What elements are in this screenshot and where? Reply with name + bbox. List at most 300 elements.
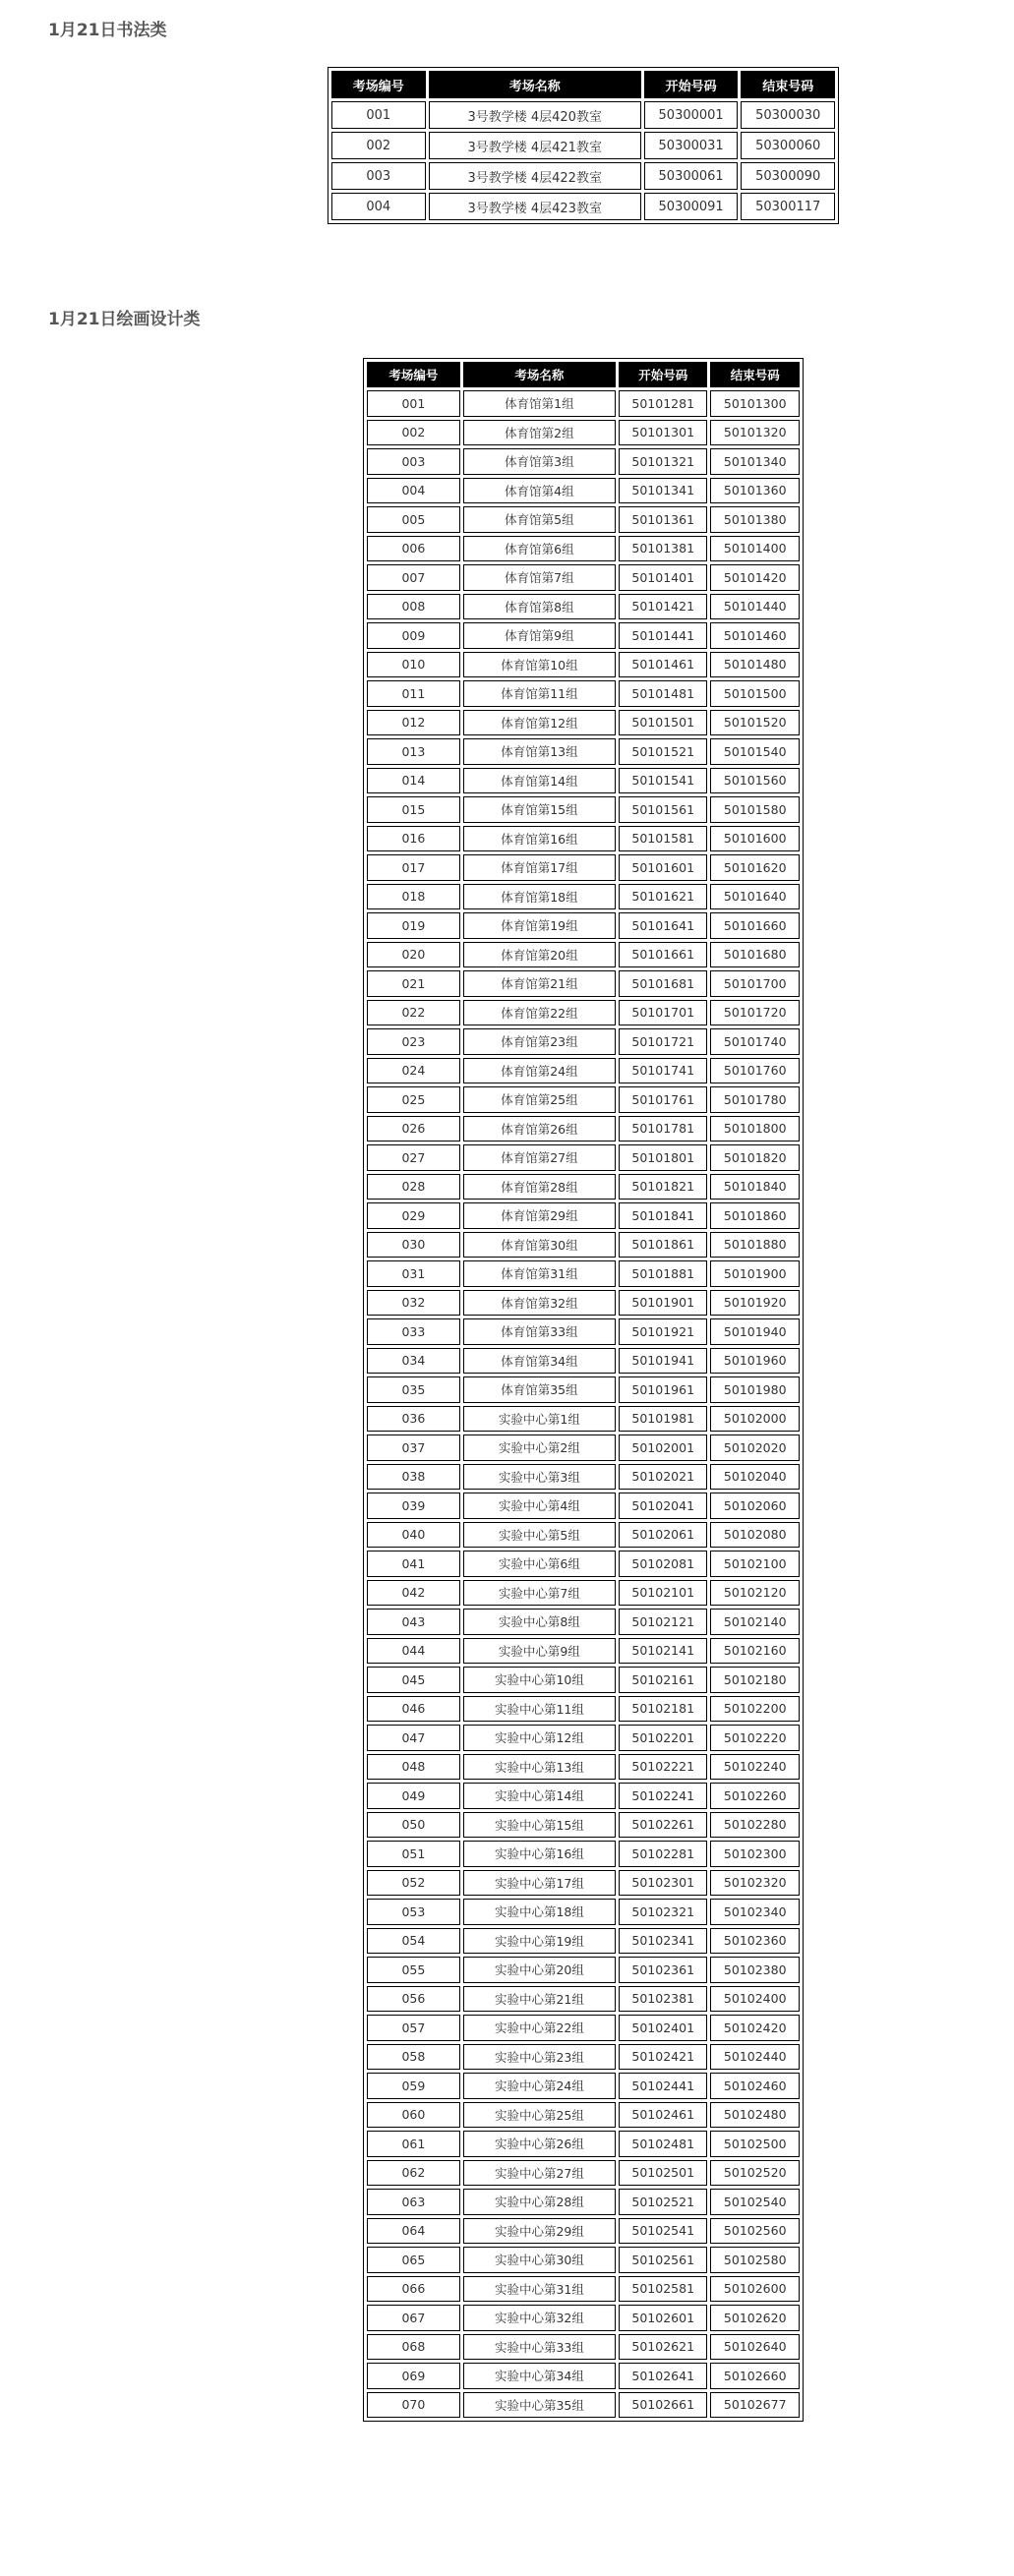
start-number-cell: 50102461 — [619, 2102, 708, 2129]
end-number-cell: 50102540 — [710, 2189, 800, 2215]
room-name-cell: 实验中心第30组 — [463, 2247, 616, 2273]
room-number-cell: 068 — [367, 2334, 460, 2361]
room-name-cell: 体育馆第22组 — [463, 1000, 616, 1026]
end-number-cell: 50102240 — [710, 1754, 800, 1781]
table-row — [367, 2276, 800, 2303]
room-number-cell: 024 — [367, 1058, 460, 1084]
header-start-number: 开始号码 — [644, 71, 739, 98]
room-number-cell: 056 — [367, 1986, 460, 2013]
room-name-cell: 体育馆第18组 — [463, 884, 616, 910]
room-number-cell: 045 — [367, 1667, 460, 1693]
room-name-cell: 实验中心第32组 — [463, 2305, 616, 2331]
table-row — [367, 1609, 800, 1635]
start-number-cell: 50101901 — [619, 1290, 708, 1317]
start-number-cell: 50102081 — [619, 1551, 708, 1577]
end-number-cell: 50102260 — [710, 1783, 800, 1809]
room-name-cell: 体育馆第26组 — [463, 1116, 616, 1142]
end-number-cell: 50102000 — [710, 1406, 800, 1433]
room-number-cell: 060 — [367, 2102, 460, 2129]
end-number-cell: 50101660 — [710, 912, 800, 939]
start-number-cell: 50101321 — [619, 448, 708, 475]
room-number-cell: 047 — [367, 1725, 460, 1751]
table-row — [367, 1725, 800, 1751]
table-row — [367, 1783, 800, 1809]
room-number-cell: 050 — [367, 1812, 460, 1839]
table-row — [367, 1174, 800, 1200]
table-row — [367, 854, 800, 881]
room-name-cell: 体育馆第10组 — [463, 652, 616, 678]
table-row — [367, 1580, 800, 1607]
room-number-cell: 025 — [367, 1086, 460, 1113]
room-number-cell: 031 — [367, 1260, 460, 1287]
start-number-cell: 50102161 — [619, 1667, 708, 1693]
end-number-cell: 50101480 — [710, 652, 800, 678]
end-number-cell: 50300060 — [741, 132, 835, 159]
header-room-name: 考场名称 — [463, 362, 616, 387]
room-name-cell: 实验中心第13组 — [463, 1754, 616, 1781]
start-number-cell: 50102481 — [619, 2131, 708, 2157]
room-name-cell: 体育馆第19组 — [463, 912, 616, 939]
table-row — [367, 594, 800, 620]
room-number-cell: 033 — [367, 1318, 460, 1345]
start-number-cell: 50101381 — [619, 536, 708, 562]
room-number-cell: 014 — [367, 768, 460, 794]
end-number-cell: 50102440 — [710, 2044, 800, 2071]
room-number-cell: 041 — [367, 1551, 460, 1577]
room-number-cell: 038 — [367, 1464, 460, 1491]
start-number-cell: 50102121 — [619, 1609, 708, 1635]
room-name-cell: 体育馆第29组 — [463, 1202, 616, 1229]
calligraphy-exam-table — [328, 67, 839, 224]
table-row — [367, 1522, 800, 1549]
start-number-cell: 50102501 — [619, 2160, 708, 2187]
start-number-cell: 50102641 — [619, 2363, 708, 2389]
room-number-cell: 015 — [367, 796, 460, 823]
table-row — [367, 478, 800, 504]
table-row — [367, 2218, 800, 2245]
room-name-cell: 实验中心第14组 — [463, 1783, 616, 1809]
room-number-cell: 029 — [367, 1202, 460, 1229]
section-title-painting-design: 1月21日绘画设计类 — [48, 310, 201, 329]
table-row — [367, 1202, 800, 1229]
room-name-cell: 实验中心第4组 — [463, 1493, 616, 1519]
end-number-cell: 50101440 — [710, 594, 800, 620]
room-number-cell: 066 — [367, 2276, 460, 2303]
start-number-cell: 50101401 — [619, 564, 708, 591]
room-name-cell: 实验中心第23组 — [463, 2044, 616, 2071]
room-name-cell: 实验中心第25组 — [463, 2102, 616, 2129]
room-name-cell: 体育馆第27组 — [463, 1144, 616, 1171]
header-start-number: 开始号码 — [619, 362, 708, 387]
room-number-cell: 059 — [367, 2073, 460, 2099]
room-number-cell: 027 — [367, 1144, 460, 1171]
end-number-cell: 50102360 — [710, 1928, 800, 1955]
room-name-cell: 体育馆第15组 — [463, 796, 616, 823]
room-number-cell: 064 — [367, 2218, 460, 2245]
start-number-cell: 50101961 — [619, 1376, 708, 1403]
start-number-cell: 50102581 — [619, 2276, 708, 2303]
room-name-cell: 实验中心第7组 — [463, 1580, 616, 1607]
table-row — [367, 1638, 800, 1665]
table-row — [367, 1928, 800, 1955]
table-row — [367, 1116, 800, 1142]
table-header-row — [367, 362, 800, 387]
room-name-cell: 体育馆第34组 — [463, 1348, 616, 1375]
room-name-cell: 体育馆第25组 — [463, 1086, 616, 1113]
room-name-cell: 3号教学楼 4层420教室 — [429, 101, 641, 129]
room-name-cell: 体育馆第24组 — [463, 1058, 616, 1084]
room-name-cell: 体育馆第8组 — [463, 594, 616, 620]
end-number-cell: 50300030 — [741, 101, 835, 129]
end-number-cell: 50102480 — [710, 2102, 800, 2129]
table-row — [367, 652, 800, 678]
room-number-cell: 065 — [367, 2247, 460, 2273]
start-number-cell: 50102521 — [619, 2189, 708, 2215]
table-row — [367, 1986, 800, 2013]
room-name-cell: 体育馆第16组 — [463, 826, 616, 852]
start-number-cell: 50101861 — [619, 1232, 708, 1259]
start-number-cell: 50101981 — [619, 1406, 708, 1433]
end-number-cell: 50102180 — [710, 1667, 800, 1693]
room-number-cell: 010 — [367, 652, 460, 678]
end-number-cell: 50101780 — [710, 1086, 800, 1113]
room-number-cell: 032 — [367, 1290, 460, 1317]
room-number-cell: 040 — [367, 1522, 460, 1549]
start-number-cell: 50101801 — [619, 1144, 708, 1171]
start-number-cell: 50102361 — [619, 1957, 708, 1983]
table-row — [367, 680, 800, 707]
start-number-cell: 50300031 — [644, 132, 739, 159]
room-number-cell: 044 — [367, 1638, 460, 1665]
end-number-cell: 50101400 — [710, 536, 800, 562]
room-number-cell: 052 — [367, 1870, 460, 1897]
start-number-cell: 50101341 — [619, 478, 708, 504]
room-number-cell: 049 — [367, 1783, 460, 1809]
table-row — [367, 1957, 800, 1983]
room-name-cell: 体育馆第14组 — [463, 768, 616, 794]
start-number-cell: 50102041 — [619, 1493, 708, 1519]
end-number-cell: 50102400 — [710, 1986, 800, 2013]
room-number-cell: 026 — [367, 1116, 460, 1142]
end-number-cell: 50101620 — [710, 854, 800, 881]
table-row — [367, 1290, 800, 1317]
room-number-cell: 043 — [367, 1609, 460, 1635]
room-number-cell: 069 — [367, 2363, 460, 2389]
start-number-cell: 50101781 — [619, 1116, 708, 1142]
table-row — [367, 2131, 800, 2157]
room-number-cell: 013 — [367, 738, 460, 765]
start-number-cell: 50101921 — [619, 1318, 708, 1345]
room-name-cell: 实验中心第11组 — [463, 1696, 616, 1723]
end-number-cell: 50102020 — [710, 1434, 800, 1461]
room-number-cell: 006 — [367, 536, 460, 562]
table-header-row — [331, 71, 835, 98]
table-row — [331, 101, 835, 129]
room-name-cell: 体育馆第17组 — [463, 854, 616, 881]
room-name-cell: 实验中心第16组 — [463, 1841, 616, 1867]
room-name-cell: 体育馆第30组 — [463, 1232, 616, 1259]
room-number-cell: 012 — [367, 710, 460, 736]
table-row — [367, 1348, 800, 1375]
header-end-number: 结束号码 — [741, 71, 835, 98]
start-number-cell: 50101561 — [619, 796, 708, 823]
start-number-cell: 50102001 — [619, 1434, 708, 1461]
end-number-cell: 50101540 — [710, 738, 800, 765]
end-number-cell: 50101640 — [710, 884, 800, 910]
start-number-cell: 50102221 — [619, 1754, 708, 1781]
room-number-cell: 062 — [367, 2160, 460, 2187]
room-number-cell: 007 — [367, 564, 460, 591]
end-number-cell: 50101600 — [710, 826, 800, 852]
table-row — [367, 884, 800, 910]
start-number-cell: 50101941 — [619, 1348, 708, 1375]
end-number-cell: 50101860 — [710, 1202, 800, 1229]
table-row — [367, 796, 800, 823]
start-number-cell: 50101421 — [619, 594, 708, 620]
room-name-cell: 实验中心第17组 — [463, 1870, 616, 1897]
header-room-number: 考场编号 — [367, 362, 460, 387]
room-name-cell: 实验中心第29组 — [463, 2218, 616, 2245]
room-number-cell: 053 — [367, 1899, 460, 1925]
end-number-cell: 50101380 — [710, 506, 800, 533]
table-row — [331, 193, 835, 220]
room-name-cell: 体育馆第3组 — [463, 448, 616, 475]
room-number-cell: 009 — [367, 622, 460, 649]
end-number-cell: 50101940 — [710, 1318, 800, 1345]
room-name-cell: 体育馆第12组 — [463, 710, 616, 736]
room-name-cell: 体育馆第2组 — [463, 420, 616, 446]
room-name-cell: 实验中心第28组 — [463, 2189, 616, 2215]
start-number-cell: 50102421 — [619, 2044, 708, 2071]
room-number-cell: 061 — [367, 2131, 460, 2157]
start-number-cell: 50102021 — [619, 1464, 708, 1491]
room-name-cell: 体育馆第7组 — [463, 564, 616, 591]
start-number-cell: 50101701 — [619, 1000, 708, 1026]
room-name-cell: 实验中心第1组 — [463, 1406, 616, 1433]
table-row — [367, 1000, 800, 1026]
end-number-cell: 50102660 — [710, 2363, 800, 2389]
room-name-cell: 实验中心第24组 — [463, 2073, 616, 2099]
room-name-cell: 体育馆第1组 — [463, 390, 616, 417]
header-end-number: 结束号码 — [710, 362, 800, 387]
room-number-cell: 002 — [367, 420, 460, 446]
end-number-cell: 50101680 — [710, 942, 800, 968]
end-number-cell: 50300117 — [741, 193, 835, 220]
table-row — [367, 506, 800, 533]
room-number-cell: 002 — [331, 132, 426, 159]
room-name-cell: 实验中心第34组 — [463, 2363, 616, 2389]
end-number-cell: 50102160 — [710, 1638, 800, 1665]
end-number-cell: 50102080 — [710, 1522, 800, 1549]
end-number-cell: 50101900 — [710, 1260, 800, 1287]
room-name-cell: 3号教学楼 4层423教室 — [429, 193, 641, 220]
end-number-cell: 50101840 — [710, 1174, 800, 1200]
table-row — [331, 162, 835, 190]
start-number-cell: 50102621 — [619, 2334, 708, 2361]
room-number-cell: 004 — [367, 478, 460, 504]
table-row — [367, 1376, 800, 1403]
start-number-cell: 50101681 — [619, 970, 708, 997]
end-number-cell: 50101820 — [710, 1144, 800, 1171]
room-number-cell: 003 — [367, 448, 460, 475]
start-number-cell: 50102141 — [619, 1638, 708, 1665]
room-name-cell: 3号教学楼 4层422教室 — [429, 162, 641, 190]
table-row — [367, 2305, 800, 2331]
start-number-cell: 50102061 — [619, 1522, 708, 1549]
room-number-cell: 058 — [367, 2044, 460, 2071]
room-name-cell: 体育馆第6组 — [463, 536, 616, 562]
room-number-cell: 005 — [367, 506, 460, 533]
room-name-cell: 实验中心第33组 — [463, 2334, 616, 2361]
start-number-cell: 50102401 — [619, 2015, 708, 2041]
table-row — [367, 2363, 800, 2389]
start-number-cell: 50101521 — [619, 738, 708, 765]
table-row — [367, 1493, 800, 1519]
table-row — [367, 912, 800, 939]
room-number-cell: 046 — [367, 1696, 460, 1723]
table-row — [367, 1406, 800, 1433]
table-row — [367, 1086, 800, 1113]
end-number-cell: 50102300 — [710, 1841, 800, 1867]
table-row — [367, 2247, 800, 2273]
start-number-cell: 50102241 — [619, 1783, 708, 1809]
table-row — [367, 2392, 800, 2419]
end-number-cell: 50101580 — [710, 796, 800, 823]
start-number-cell: 50101481 — [619, 680, 708, 707]
end-number-cell: 50102120 — [710, 1580, 800, 1607]
room-name-cell: 实验中心第21组 — [463, 1986, 616, 2013]
start-number-cell: 50102381 — [619, 1986, 708, 2013]
room-number-cell: 051 — [367, 1841, 460, 1867]
table-row — [367, 826, 800, 852]
end-number-cell: 50101760 — [710, 1058, 800, 1084]
start-number-cell: 50101301 — [619, 420, 708, 446]
room-name-cell: 实验中心第35组 — [463, 2392, 616, 2419]
room-number-cell: 004 — [331, 193, 426, 220]
table-row — [331, 132, 835, 159]
table-row — [367, 2189, 800, 2215]
start-number-cell: 50101621 — [619, 884, 708, 910]
end-number-cell: 50102060 — [710, 1493, 800, 1519]
end-number-cell: 50102580 — [710, 2247, 800, 2273]
table-row — [367, 1434, 800, 1461]
start-number-cell: 50102201 — [619, 1725, 708, 1751]
end-number-cell: 50102600 — [710, 2276, 800, 2303]
room-name-cell: 体育馆第32组 — [463, 1290, 616, 1317]
room-name-cell: 体育馆第13组 — [463, 738, 616, 765]
table-row — [367, 738, 800, 765]
table-row — [367, 1058, 800, 1084]
room-name-cell: 实验中心第6组 — [463, 1551, 616, 1577]
room-name-cell: 体育馆第11组 — [463, 680, 616, 707]
start-number-cell: 50102341 — [619, 1928, 708, 1955]
start-number-cell: 50102301 — [619, 1870, 708, 1897]
start-number-cell: 50101361 — [619, 506, 708, 533]
room-number-cell: 019 — [367, 912, 460, 939]
table-row — [367, 1232, 800, 1259]
room-number-cell: 001 — [367, 390, 460, 417]
end-number-cell: 50101520 — [710, 710, 800, 736]
start-number-cell: 50101461 — [619, 652, 708, 678]
room-number-cell: 070 — [367, 2392, 460, 2419]
room-number-cell: 037 — [367, 1434, 460, 1461]
room-number-cell: 017 — [367, 854, 460, 881]
start-number-cell: 50101881 — [619, 1260, 708, 1287]
room-number-cell: 054 — [367, 1928, 460, 1955]
table-row — [367, 1754, 800, 1781]
table-row — [367, 2334, 800, 2361]
room-number-cell: 039 — [367, 1493, 460, 1519]
end-number-cell: 50101320 — [710, 420, 800, 446]
painting-design-table-body — [367, 390, 800, 2418]
start-number-cell: 50102561 — [619, 2247, 708, 2273]
room-number-cell: 022 — [367, 1000, 460, 1026]
start-number-cell: 50102281 — [619, 1841, 708, 1867]
room-name-cell: 体育馆第4组 — [463, 478, 616, 504]
painting-design-exam-table — [363, 358, 804, 2422]
table-row — [367, 1667, 800, 1693]
end-number-cell: 50101960 — [710, 1348, 800, 1375]
end-number-cell: 50101920 — [710, 1290, 800, 1317]
room-name-cell: 实验中心第27组 — [463, 2160, 616, 2187]
start-number-cell: 50101821 — [619, 1174, 708, 1200]
end-number-cell: 50300090 — [741, 162, 835, 190]
room-name-cell: 体育馆第28组 — [463, 1174, 616, 1200]
room-name-cell: 实验中心第3组 — [463, 1464, 616, 1491]
start-number-cell: 50101721 — [619, 1028, 708, 1055]
end-number-cell: 50101720 — [710, 1000, 800, 1026]
room-name-cell: 实验中心第10组 — [463, 1667, 616, 1693]
table-row — [367, 1899, 800, 1925]
table-row — [367, 448, 800, 475]
room-number-cell: 057 — [367, 2015, 460, 2041]
room-number-cell: 021 — [367, 970, 460, 997]
header-room-name: 考场名称 — [429, 71, 641, 98]
end-number-cell: 50101420 — [710, 564, 800, 591]
room-name-cell: 实验中心第22组 — [463, 2015, 616, 2041]
end-number-cell: 50101880 — [710, 1232, 800, 1259]
start-number-cell: 50101581 — [619, 826, 708, 852]
end-number-cell: 50101500 — [710, 680, 800, 707]
table-row — [367, 942, 800, 968]
room-name-cell: 实验中心第8组 — [463, 1609, 616, 1635]
room-name-cell: 实验中心第19组 — [463, 1928, 616, 1955]
room-name-cell: 实验中心第12组 — [463, 1725, 616, 1751]
room-number-cell: 016 — [367, 826, 460, 852]
table-row — [367, 2044, 800, 2071]
end-number-cell: 50101700 — [710, 970, 800, 997]
end-number-cell: 50101340 — [710, 448, 800, 475]
room-name-cell: 体育馆第21组 — [463, 970, 616, 997]
room-name-cell: 体育馆第9组 — [463, 622, 616, 649]
table-row — [367, 1260, 800, 1287]
end-number-cell: 50102620 — [710, 2305, 800, 2331]
end-number-cell: 50102560 — [710, 2218, 800, 2245]
start-number-cell: 50101641 — [619, 912, 708, 939]
room-name-cell: 体育馆第35组 — [463, 1376, 616, 1403]
end-number-cell: 50102040 — [710, 1464, 800, 1491]
end-number-cell: 50102520 — [710, 2160, 800, 2187]
room-number-cell: 048 — [367, 1754, 460, 1781]
room-number-cell: 067 — [367, 2305, 460, 2331]
table-row — [367, 1144, 800, 1171]
start-number-cell: 50101441 — [619, 622, 708, 649]
table-row — [367, 768, 800, 794]
table-row — [367, 2015, 800, 2041]
table-row — [367, 1464, 800, 1491]
start-number-cell: 50101841 — [619, 1202, 708, 1229]
end-number-cell: 50102500 — [710, 2131, 800, 2157]
